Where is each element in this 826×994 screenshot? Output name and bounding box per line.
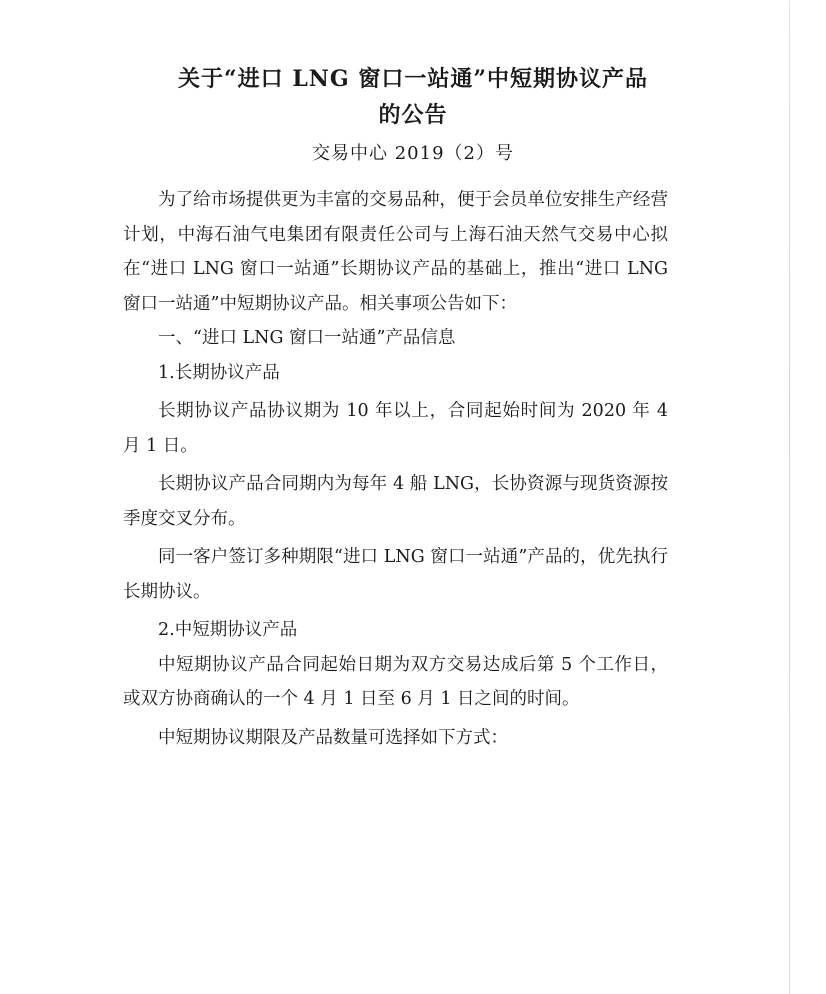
sub1-paragraph2: 长期协议产品合同期内为每年 4 船 LNG，长协资源与现货资源按季度交叉分布。 — [123, 474, 668, 529]
sub2-paragraph1: 中短期协议产品合同起始日期为双方交易达成后第 5 个工作日，或双方协商确认的一个 4 月 1 日至 6 月 1 日之间的时间。 — [123, 654, 668, 709]
document-title-line1: 关于“进口 LNG 窗口一站通”中短期协议产品 — [178, 66, 648, 92]
section1-heading: 一、“进口 LNG 窗口一站通”产品信息 — [158, 328, 456, 348]
sub1-heading: 1.长期协议产品 — [158, 362, 280, 383]
intro-paragraph: 为了给市场提供更为丰富的交易品种，便于会员单位安排生产经营计划，中海石油气电集团有限责任公司与上海石油天然气交易中心拟在“进口 LNG 窗口一站通”长期协议产品的基础上，推出“进口 LNG 窗口一站通”中短期协议产品。相关事项公告如下： — [123, 190, 668, 314]
sub1-paragraph1: 长期协议产品协议期为 10 年以上，合同起始时间为 2020 年 4 月 1 日。 — [123, 401, 668, 456]
sub2-paragraph2: 中短期协议期限及产品数量可选择如下方式： — [158, 727, 508, 748]
sub2-heading: 2.中短期协议产品 — [158, 620, 298, 640]
sub1-paragraph3: 同一客户签订多种期限“进口 LNG 窗口一站通”产品的，优先执行长期协议。 — [123, 547, 668, 602]
document-number: 交易中心 2019（2）号 — [312, 143, 514, 164]
document-title-line2: 的公告 — [378, 102, 448, 128]
document-body — [123, 183, 668, 755]
